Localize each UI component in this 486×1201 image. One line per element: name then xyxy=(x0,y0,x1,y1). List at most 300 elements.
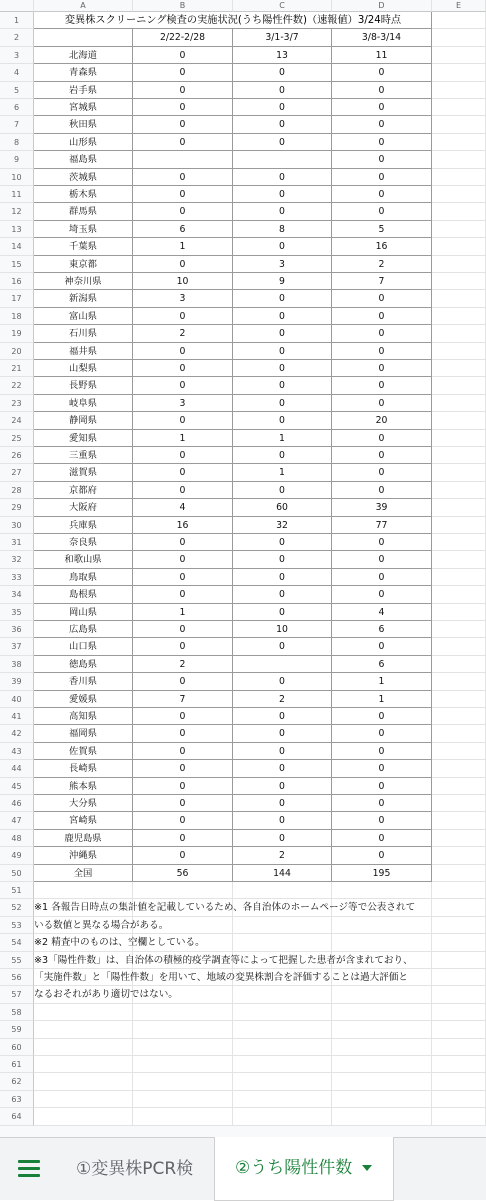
prefecture-cell[interactable]: 徳島県 xyxy=(34,656,133,673)
empty-cell[interactable] xyxy=(432,273,486,290)
empty-cell[interactable] xyxy=(133,882,233,899)
value-cell[interactable]: 1 xyxy=(133,238,233,255)
prefecture-cell[interactable]: 茨城県 xyxy=(34,169,133,186)
prefecture-cell[interactable]: 熊本県 xyxy=(34,778,133,795)
value-cell[interactable]: 0 xyxy=(233,343,332,360)
row-number[interactable]: 4 xyxy=(0,64,34,81)
value-cell[interactable]: 0 xyxy=(233,638,332,655)
value-cell[interactable]: 0 xyxy=(133,812,233,829)
value-cell[interactable]: 0 xyxy=(233,795,332,812)
empty-cell[interactable] xyxy=(432,604,486,621)
row-number[interactable]: 3 xyxy=(0,47,34,64)
empty-cell[interactable] xyxy=(432,760,486,777)
empty-cell[interactable] xyxy=(432,64,486,81)
value-cell[interactable]: 0 xyxy=(332,725,432,742)
row-number[interactable]: 17 xyxy=(0,290,34,307)
value-cell[interactable]: 0 xyxy=(332,377,432,394)
row-number[interactable]: 11 xyxy=(0,186,34,203)
value-cell[interactable]: 0 xyxy=(133,621,233,638)
empty-cell[interactable] xyxy=(133,1108,233,1125)
empty-cell[interactable] xyxy=(432,743,486,760)
empty-cell[interactable] xyxy=(432,638,486,655)
note-cell[interactable] xyxy=(432,917,486,934)
value-cell[interactable]: 10 xyxy=(133,273,233,290)
empty-cell[interactable] xyxy=(432,134,486,151)
value-cell[interactable]: 0 xyxy=(133,464,233,481)
empty-cell[interactable] xyxy=(432,708,486,725)
empty-cell[interactable] xyxy=(432,116,486,133)
column-header-a[interactable]: A xyxy=(34,0,133,12)
prefecture-cell[interactable]: 高知県 xyxy=(34,708,133,725)
empty-cell[interactable] xyxy=(432,377,486,394)
empty-cell[interactable] xyxy=(432,464,486,481)
empty-cell[interactable] xyxy=(432,830,486,847)
value-cell[interactable]: 0 xyxy=(133,743,233,760)
value-cell[interactable]: 13 xyxy=(233,47,332,64)
empty-cell[interactable] xyxy=(332,1021,432,1038)
value-cell[interactable]: 0 xyxy=(233,604,332,621)
empty-cell[interactable] xyxy=(133,1056,233,1073)
select-all-corner[interactable] xyxy=(0,0,34,12)
value-cell[interactable]: 0 xyxy=(332,290,432,307)
row-number[interactable]: 49 xyxy=(0,847,34,864)
value-cell[interactable]: 0 xyxy=(332,586,432,603)
value-cell[interactable]: 0 xyxy=(332,638,432,655)
row-number[interactable]: 48 xyxy=(0,830,34,847)
value-cell[interactable]: 0 xyxy=(233,377,332,394)
prefecture-cell[interactable]: 群馬県 xyxy=(34,203,133,220)
row-number[interactable]: 33 xyxy=(0,569,34,586)
prefecture-cell[interactable]: 岩手県 xyxy=(34,82,133,99)
value-cell[interactable]: 1 xyxy=(233,430,332,447)
prefecture-cell[interactable]: 石川県 xyxy=(34,325,133,342)
value-cell[interactable]: 0 xyxy=(233,82,332,99)
empty-cell[interactable] xyxy=(432,82,486,99)
chevron-down-icon[interactable] xyxy=(362,1165,372,1171)
value-cell[interactable]: 6 xyxy=(332,621,432,638)
value-cell[interactable]: 195 xyxy=(332,865,432,882)
row-number[interactable]: 10 xyxy=(0,169,34,186)
note-cell[interactable] xyxy=(432,969,486,986)
empty-cell[interactable] xyxy=(432,847,486,864)
empty-cell[interactable] xyxy=(432,778,486,795)
empty-cell[interactable] xyxy=(332,882,432,899)
value-cell[interactable]: 0 xyxy=(233,203,332,220)
value-cell[interactable]: 0 xyxy=(133,569,233,586)
prefecture-cell[interactable]: 東京都 xyxy=(34,256,133,273)
value-cell[interactable]: 0 xyxy=(332,482,432,499)
row-number[interactable]: 55 xyxy=(0,952,34,969)
value-cell[interactable]: 0 xyxy=(332,847,432,864)
value-cell[interactable]: 0 xyxy=(332,743,432,760)
row-number[interactable]: 29 xyxy=(0,499,34,516)
value-cell[interactable]: 0 xyxy=(233,238,332,255)
empty-cell[interactable] xyxy=(332,1039,432,1056)
value-cell[interactable]: 32 xyxy=(233,517,332,534)
value-cell[interactable]: 0 xyxy=(133,778,233,795)
empty-cell[interactable] xyxy=(133,1039,233,1056)
value-cell[interactable]: 0 xyxy=(133,377,233,394)
all-sheets-menu-icon[interactable] xyxy=(18,1158,42,1180)
row-number[interactable]: 64 xyxy=(0,1108,34,1125)
empty-cell[interactable] xyxy=(432,12,486,29)
prefecture-cell[interactable]: 千葉県 xyxy=(34,238,133,255)
row-number[interactable]: 23 xyxy=(0,395,34,412)
prefecture-cell[interactable]: 和歌山県 xyxy=(34,551,133,568)
value-cell[interactable]: 0 xyxy=(233,447,332,464)
note-cell[interactable] xyxy=(332,917,432,934)
value-cell[interactable]: 5 xyxy=(332,221,432,238)
value-cell[interactable]: 0 xyxy=(133,760,233,777)
empty-cell[interactable] xyxy=(332,1073,432,1090)
value-cell[interactable]: 0 xyxy=(332,186,432,203)
value-cell[interactable]: 0 xyxy=(332,134,432,151)
row-number[interactable]: 19 xyxy=(0,325,34,342)
value-cell[interactable]: 0 xyxy=(233,743,332,760)
value-cell[interactable]: 0 xyxy=(133,673,233,690)
period-header[interactable]: 3/1-3/7 xyxy=(233,29,332,46)
value-cell[interactable]: 2 xyxy=(133,656,233,673)
empty-cell[interactable] xyxy=(34,1073,133,1090)
prefecture-cell[interactable]: 愛知県 xyxy=(34,430,133,447)
row-number[interactable]: 16 xyxy=(0,273,34,290)
value-cell[interactable]: 0 xyxy=(332,308,432,325)
value-cell[interactable]: 0 xyxy=(133,343,233,360)
empty-cell[interactable] xyxy=(34,1039,133,1056)
prefecture-cell[interactable]: 静岡県 xyxy=(34,412,133,429)
empty-cell[interactable] xyxy=(34,1108,133,1125)
prefecture-cell[interactable]: 長野県 xyxy=(34,377,133,394)
empty-cell[interactable] xyxy=(34,1021,133,1038)
row-number[interactable]: 2 xyxy=(0,29,34,46)
value-cell[interactable]: 3 xyxy=(133,290,233,307)
row-number[interactable]: 13 xyxy=(0,221,34,238)
row-number[interactable]: 57 xyxy=(0,986,34,1003)
row-number[interactable]: 6 xyxy=(0,99,34,116)
note-cell[interactable] xyxy=(432,899,486,916)
empty-cell[interactable] xyxy=(432,1108,486,1125)
sheet-tab-positive[interactable] xyxy=(214,1137,394,1201)
value-cell[interactable]: 1 xyxy=(332,673,432,690)
prefecture-cell[interactable]: 香川県 xyxy=(34,673,133,690)
value-cell[interactable]: 0 xyxy=(233,534,332,551)
row-number[interactable]: 62 xyxy=(0,1073,34,1090)
value-cell[interactable]: 0 xyxy=(233,586,332,603)
value-cell[interactable]: 0 xyxy=(133,551,233,568)
empty-cell[interactable] xyxy=(432,517,486,534)
prefecture-cell[interactable]: 宮城県 xyxy=(34,99,133,116)
value-cell[interactable]: 0 xyxy=(233,64,332,81)
prefecture-cell[interactable]: 愛媛県 xyxy=(34,691,133,708)
empty-cell[interactable] xyxy=(432,482,486,499)
empty-cell[interactable] xyxy=(432,499,486,516)
value-cell[interactable]: 0 xyxy=(133,64,233,81)
value-cell[interactable]: 0 xyxy=(133,308,233,325)
value-cell[interactable]: 8 xyxy=(233,221,332,238)
prefecture-cell[interactable]: 山形県 xyxy=(34,134,133,151)
row-number[interactable]: 61 xyxy=(0,1056,34,1073)
empty-cell[interactable] xyxy=(432,534,486,551)
row-number[interactable]: 27 xyxy=(0,464,34,481)
column-header-b[interactable]: B xyxy=(133,0,233,12)
empty-cell[interactable] xyxy=(432,151,486,168)
prefecture-cell[interactable]: 青森県 xyxy=(34,64,133,81)
empty-cell[interactable] xyxy=(432,99,486,116)
empty-cell[interactable] xyxy=(432,47,486,64)
value-cell[interactable]: 0 xyxy=(332,430,432,447)
value-cell[interactable]: 0 xyxy=(233,482,332,499)
note-cell[interactable] xyxy=(332,986,432,1003)
prefecture-cell[interactable]: 長崎県 xyxy=(34,760,133,777)
value-cell[interactable]: 0 xyxy=(332,395,432,412)
row-number[interactable]: 12 xyxy=(0,203,34,220)
value-cell[interactable]: 0 xyxy=(133,830,233,847)
empty-cell[interactable] xyxy=(432,360,486,377)
prefecture-cell[interactable]: 京都府 xyxy=(34,482,133,499)
value-cell[interactable]: 0 xyxy=(332,708,432,725)
value-cell[interactable]: 0 xyxy=(332,447,432,464)
row-number[interactable]: 42 xyxy=(0,725,34,742)
empty-cell[interactable] xyxy=(432,430,486,447)
row-number[interactable]: 46 xyxy=(0,795,34,812)
row-number[interactable]: 63 xyxy=(0,1091,34,1108)
row-number[interactable]: 37 xyxy=(0,638,34,655)
value-cell[interactable]: 0 xyxy=(133,169,233,186)
value-cell[interactable]: 0 xyxy=(233,760,332,777)
row-number[interactable]: 53 xyxy=(0,917,34,934)
prefecture-cell[interactable]: 埼玉県 xyxy=(34,221,133,238)
row-number[interactable]: 31 xyxy=(0,534,34,551)
prefecture-cell[interactable]: 鳥取県 xyxy=(34,569,133,586)
value-cell[interactable]: 0 xyxy=(332,464,432,481)
row-number[interactable]: 18 xyxy=(0,308,34,325)
note-cell[interactable] xyxy=(233,986,332,1003)
empty-cell[interactable] xyxy=(233,1073,332,1090)
prefecture-cell[interactable]: 全国 xyxy=(34,865,133,882)
empty-cell[interactable] xyxy=(432,586,486,603)
empty-cell[interactable] xyxy=(432,1039,486,1056)
value-cell[interactable]: 1 xyxy=(233,464,332,481)
empty-cell[interactable] xyxy=(432,1091,486,1108)
prefecture-cell[interactable]: 北海道 xyxy=(34,47,133,64)
column-header-c[interactable]: C xyxy=(233,0,332,12)
prefecture-cell[interactable]: 兵庫県 xyxy=(34,517,133,534)
period-header[interactable]: 3/8-3/14 xyxy=(332,29,432,46)
empty-cell[interactable] xyxy=(332,1004,432,1021)
value-cell[interactable]: 0 xyxy=(233,778,332,795)
note-cell[interactable] xyxy=(233,934,332,951)
prefecture-cell[interactable]: 新潟県 xyxy=(34,290,133,307)
empty-cell[interactable] xyxy=(432,551,486,568)
row-number[interactable]: 20 xyxy=(0,343,34,360)
value-cell[interactable]: 0 xyxy=(133,586,233,603)
value-cell[interactable]: 1 xyxy=(133,430,233,447)
empty-cell[interactable] xyxy=(233,1056,332,1073)
value-cell[interactable]: 0 xyxy=(332,325,432,342)
row-number[interactable]: 39 xyxy=(0,673,34,690)
value-cell[interactable]: 60 xyxy=(233,499,332,516)
prefecture-cell[interactable]: 福島県 xyxy=(34,151,133,168)
empty-cell[interactable] xyxy=(432,1056,486,1073)
empty-cell[interactable] xyxy=(432,395,486,412)
prefecture-cell[interactable]: 山口県 xyxy=(34,638,133,655)
empty-cell[interactable] xyxy=(432,656,486,673)
note-cell[interactable] xyxy=(432,986,486,1003)
value-cell[interactable]: 0 xyxy=(233,308,332,325)
row-number[interactable]: 32 xyxy=(0,551,34,568)
note-cell[interactable] xyxy=(432,934,486,951)
prefecture-cell[interactable]: 山梨県 xyxy=(34,360,133,377)
value-cell[interactable]: 0 xyxy=(332,551,432,568)
value-cell[interactable]: 0 xyxy=(332,360,432,377)
row-number[interactable]: 38 xyxy=(0,656,34,673)
row-number[interactable]: 30 xyxy=(0,517,34,534)
prefecture-cell[interactable]: 大分県 xyxy=(34,795,133,812)
row-number[interactable]: 26 xyxy=(0,447,34,464)
row-number[interactable]: 28 xyxy=(0,482,34,499)
row-number[interactable]: 60 xyxy=(0,1039,34,1056)
value-cell[interactable]: 0 xyxy=(233,99,332,116)
value-cell[interactable]: 3 xyxy=(233,256,332,273)
row-number[interactable]: 15 xyxy=(0,256,34,273)
value-cell[interactable]: 11 xyxy=(332,47,432,64)
prefecture-cell[interactable]: 岡山県 xyxy=(34,604,133,621)
prefecture-cell[interactable]: 広島県 xyxy=(34,621,133,638)
empty-cell[interactable] xyxy=(332,1091,432,1108)
empty-cell[interactable] xyxy=(432,169,486,186)
empty-cell[interactable] xyxy=(233,1039,332,1056)
empty-cell[interactable] xyxy=(34,1004,133,1021)
value-cell[interactable]: 0 xyxy=(332,778,432,795)
prefecture-cell[interactable]: 滋賀県 xyxy=(34,464,133,481)
prefecture-cell[interactable]: 岐阜県 xyxy=(34,395,133,412)
empty-cell[interactable] xyxy=(432,691,486,708)
value-cell[interactable] xyxy=(133,151,233,168)
value-cell[interactable]: 0 xyxy=(133,638,233,655)
empty-cell[interactable] xyxy=(432,1004,486,1021)
value-cell[interactable]: 0 xyxy=(133,482,233,499)
row-number[interactable]: 25 xyxy=(0,430,34,447)
empty-cell[interactable] xyxy=(332,1056,432,1073)
value-cell[interactable]: 0 xyxy=(133,47,233,64)
value-cell[interactable]: 0 xyxy=(332,82,432,99)
row-number[interactable]: 9 xyxy=(0,151,34,168)
value-cell[interactable]: 0 xyxy=(133,708,233,725)
value-cell[interactable]: 0 xyxy=(233,551,332,568)
value-cell[interactable]: 0 xyxy=(133,725,233,742)
note-cell[interactable] xyxy=(233,917,332,934)
empty-cell[interactable] xyxy=(432,812,486,829)
empty-cell[interactable] xyxy=(432,325,486,342)
value-cell[interactable]: 0 xyxy=(332,830,432,847)
row-number[interactable]: 5 xyxy=(0,82,34,99)
empty-cell[interactable] xyxy=(432,1021,486,1038)
value-cell[interactable]: 20 xyxy=(332,412,432,429)
prefecture-cell[interactable]: 奈良県 xyxy=(34,534,133,551)
value-cell[interactable]: 0 xyxy=(133,203,233,220)
row-number[interactable]: 21 xyxy=(0,360,34,377)
value-cell[interactable]: 10 xyxy=(233,621,332,638)
value-cell[interactable]: 1 xyxy=(332,691,432,708)
empty-cell[interactable] xyxy=(432,1073,486,1090)
empty-cell[interactable] xyxy=(432,290,486,307)
row-number[interactable]: 24 xyxy=(0,412,34,429)
empty-cell[interactable] xyxy=(34,1091,133,1108)
value-cell[interactable]: 0 xyxy=(332,795,432,812)
value-cell[interactable]: 0 xyxy=(233,412,332,429)
prefecture-cell[interactable]: 島根県 xyxy=(34,586,133,603)
empty-cell[interactable] xyxy=(233,1004,332,1021)
value-cell[interactable]: 0 xyxy=(133,412,233,429)
value-cell[interactable]: 77 xyxy=(332,517,432,534)
row-number[interactable]: 54 xyxy=(0,934,34,951)
value-cell[interactable]: 0 xyxy=(133,186,233,203)
row-number[interactable]: 51 xyxy=(0,882,34,899)
prefecture-cell[interactable]: 栃木県 xyxy=(34,186,133,203)
row-number[interactable]: 36 xyxy=(0,621,34,638)
value-cell[interactable]: 0 xyxy=(332,569,432,586)
value-cell[interactable]: 0 xyxy=(233,725,332,742)
value-cell[interactable]: 0 xyxy=(233,186,332,203)
prefecture-cell[interactable]: 富山県 xyxy=(34,308,133,325)
note-cell[interactable] xyxy=(332,934,432,951)
empty-cell[interactable] xyxy=(133,1073,233,1090)
empty-cell[interactable] xyxy=(432,865,486,882)
empty-cell[interactable] xyxy=(233,1108,332,1125)
value-cell[interactable]: 0 xyxy=(233,325,332,342)
row-number[interactable]: 59 xyxy=(0,1021,34,1038)
sheet-tab-pcr[interactable]: ①変異株PCR検 xyxy=(76,1159,194,1179)
empty-cell[interactable] xyxy=(34,882,133,899)
empty-cell[interactable] xyxy=(432,412,486,429)
row-number[interactable]: 50 xyxy=(0,865,34,882)
prefecture-cell[interactable]: 神奈川県 xyxy=(34,273,133,290)
value-cell[interactable]: 0 xyxy=(133,360,233,377)
value-cell[interactable] xyxy=(233,151,332,168)
value-cell[interactable]: 144 xyxy=(233,865,332,882)
value-cell[interactable]: 3 xyxy=(133,395,233,412)
value-cell[interactable]: 2 xyxy=(332,256,432,273)
value-cell[interactable]: 0 xyxy=(233,830,332,847)
row-number[interactable]: 34 xyxy=(0,586,34,603)
row-number[interactable]: 14 xyxy=(0,238,34,255)
prefecture-cell[interactable]: 秋田県 xyxy=(34,116,133,133)
value-cell[interactable]: 0 xyxy=(332,534,432,551)
empty-cell[interactable] xyxy=(233,1091,332,1108)
value-cell[interactable]: 0 xyxy=(133,99,233,116)
value-cell[interactable]: 0 xyxy=(233,569,332,586)
empty-cell[interactable] xyxy=(432,186,486,203)
value-cell[interactable]: 9 xyxy=(233,273,332,290)
value-cell[interactable]: 0 xyxy=(332,116,432,133)
empty-cell[interactable] xyxy=(432,308,486,325)
value-cell[interactable]: 0 xyxy=(332,760,432,777)
value-cell[interactable]: 0 xyxy=(332,812,432,829)
prefecture-cell[interactable]: 大阪府 xyxy=(34,499,133,516)
value-cell[interactable]: 0 xyxy=(133,447,233,464)
empty-cell[interactable] xyxy=(432,447,486,464)
table-cell[interactable] xyxy=(34,29,133,46)
empty-cell[interactable] xyxy=(432,203,486,220)
row-number[interactable]: 52 xyxy=(0,899,34,916)
empty-cell[interactable] xyxy=(432,256,486,273)
value-cell[interactable]: 6 xyxy=(332,656,432,673)
row-number[interactable]: 44 xyxy=(0,760,34,777)
value-cell[interactable]: 0 xyxy=(133,82,233,99)
value-cell[interactable]: 0 xyxy=(233,360,332,377)
note-cell[interactable] xyxy=(432,952,486,969)
empty-cell[interactable] xyxy=(432,569,486,586)
